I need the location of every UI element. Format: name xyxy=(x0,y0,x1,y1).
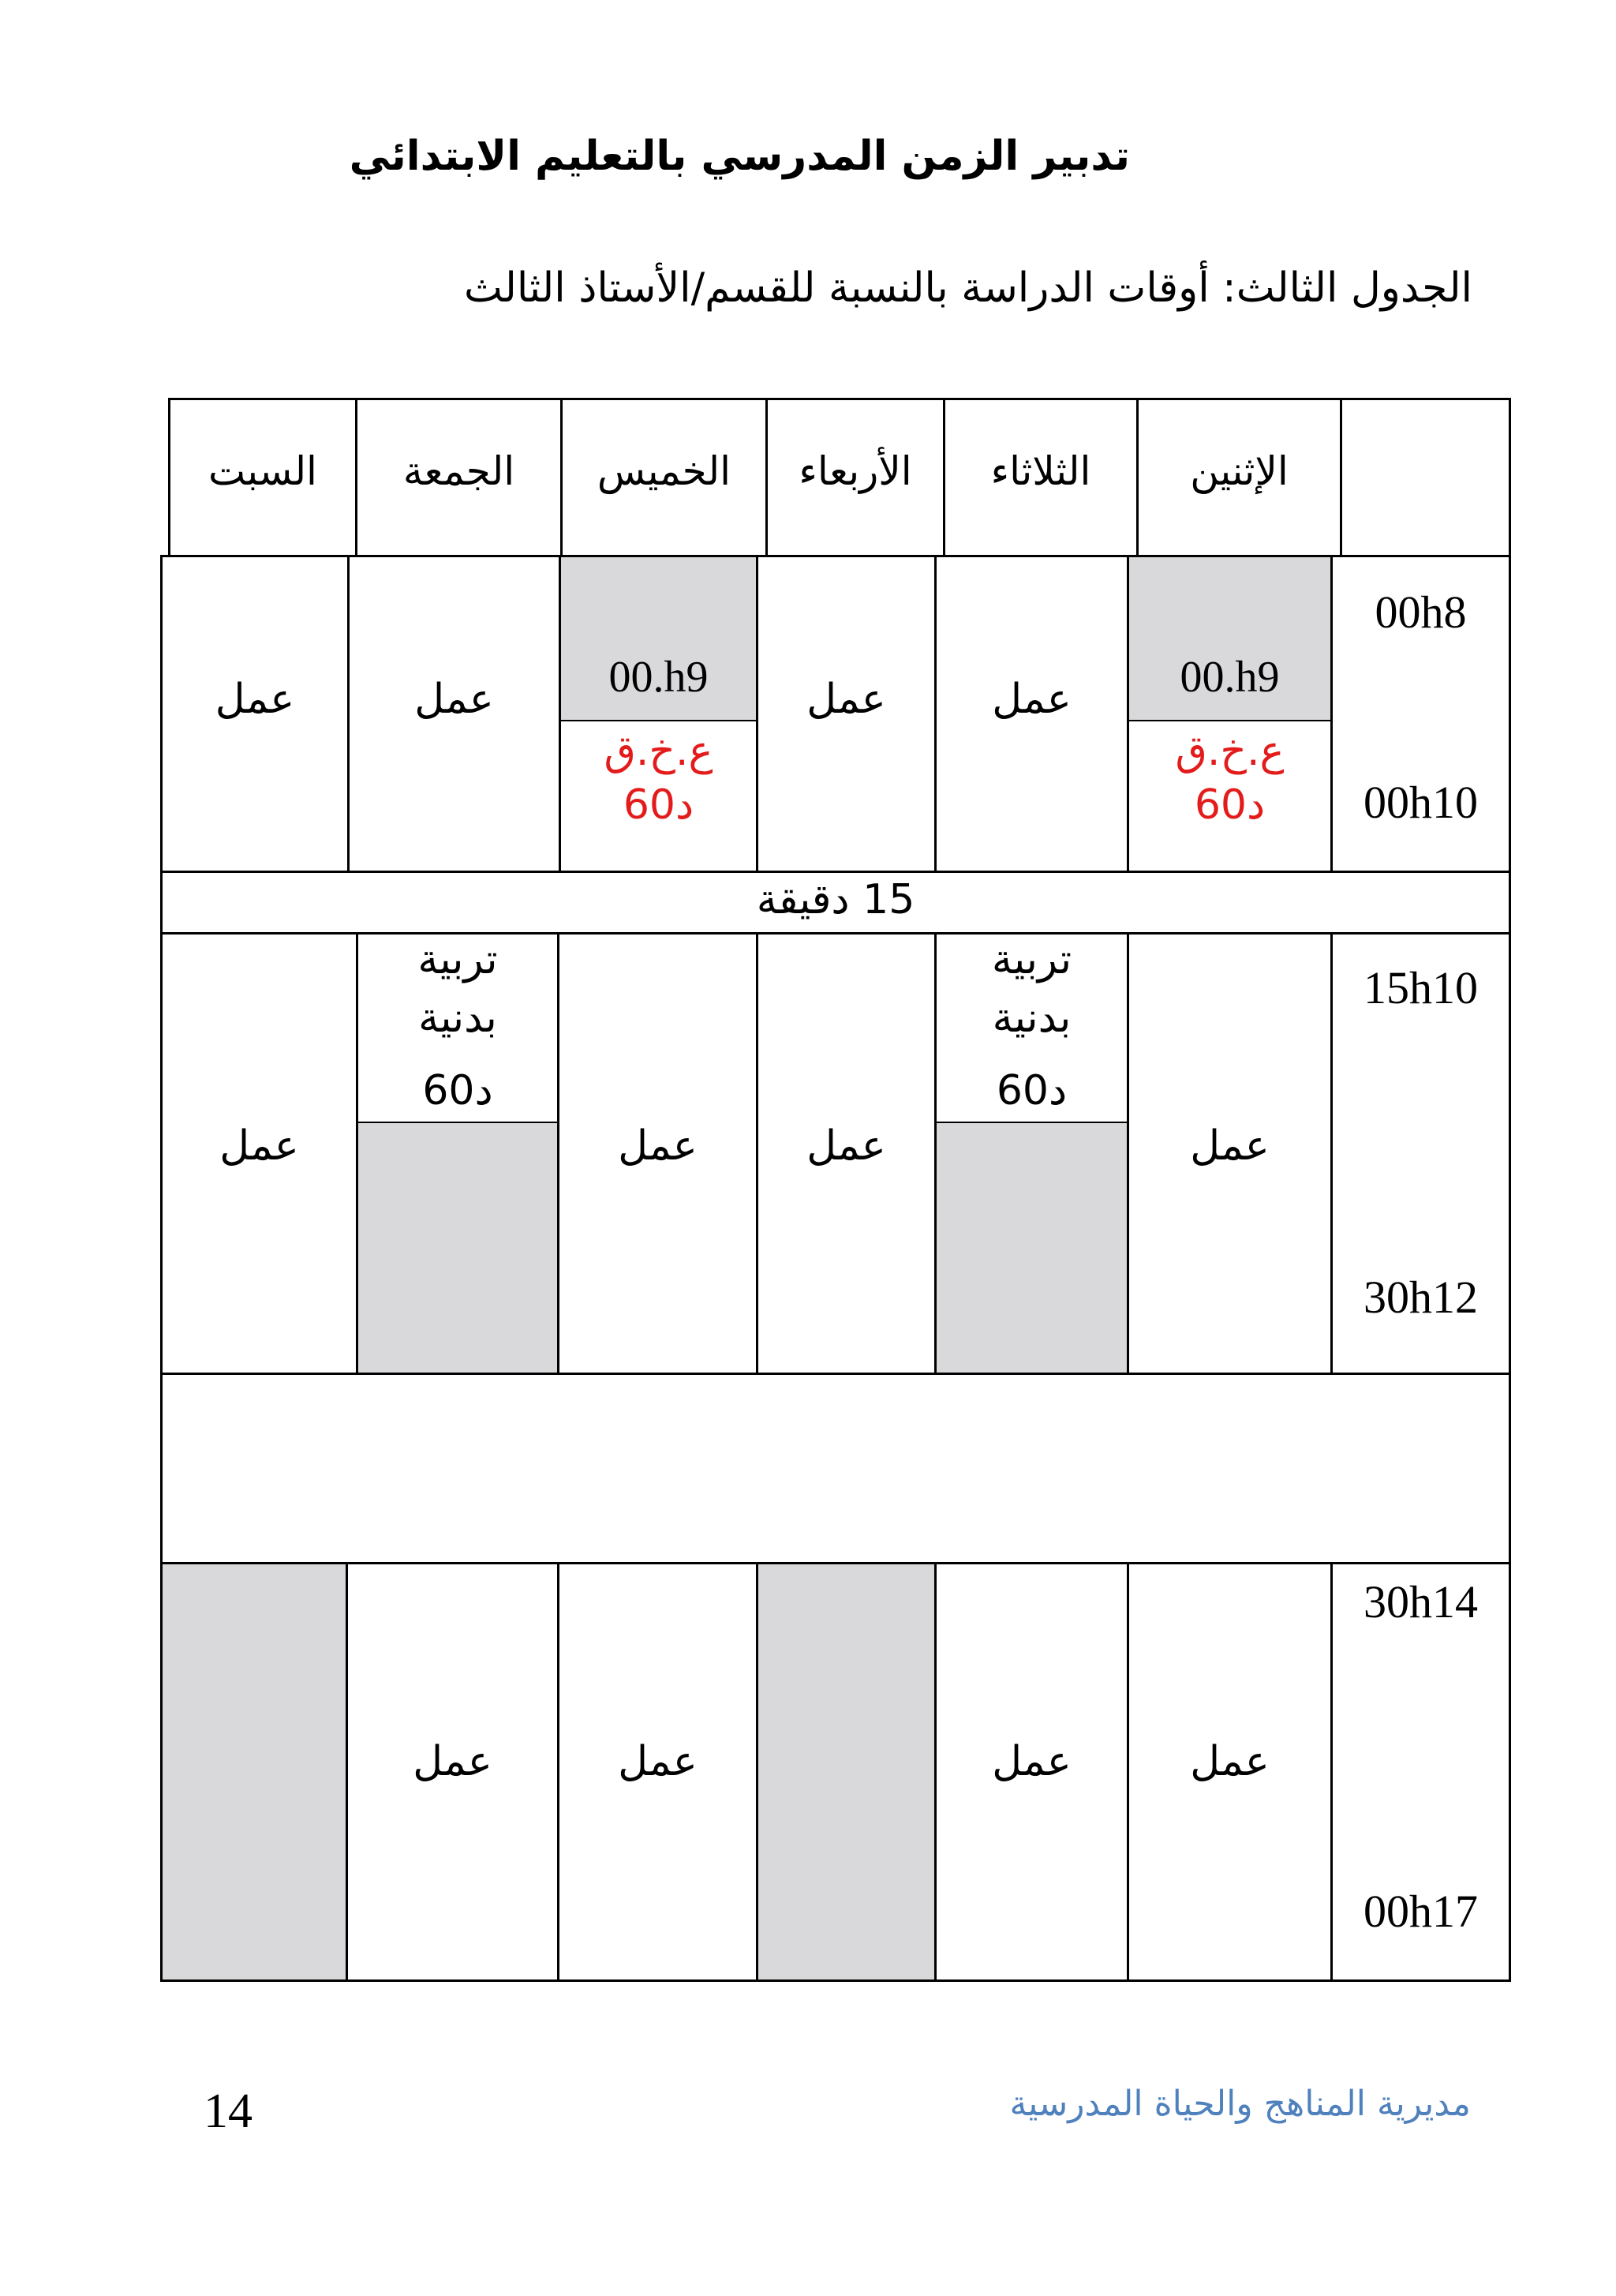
page-number: 14 xyxy=(204,2084,252,2138)
duration-thu: 60د xyxy=(623,781,694,829)
day-wednesday: الأربعاء xyxy=(799,448,912,494)
day-friday: الجمعة xyxy=(402,448,515,494)
pe-tue-line2: بدنية xyxy=(992,994,1072,1042)
shade-sat-r3 xyxy=(162,1564,346,1980)
work-sat-r2: عمل xyxy=(219,1122,299,1170)
day-tuesday: الثلاثاء xyxy=(990,448,1091,494)
time-r1-end: 00h10 xyxy=(1364,777,1478,828)
work-thu-r3: عمل xyxy=(618,1738,698,1785)
work-wed-r1: عمل xyxy=(806,676,886,723)
work-wed-r2: عمل xyxy=(806,1122,886,1170)
slot-time-mon: 00.h9 xyxy=(1180,653,1280,702)
shade-wed-r3 xyxy=(758,1564,934,1980)
duration-mon: 60د xyxy=(1194,781,1266,829)
table-caption: الجدول الثالث: أوقات الدراسة بالنسبة للقسم/الأستاذ الثالث xyxy=(463,264,1472,312)
time-r3-start: 30h14 xyxy=(1364,1576,1478,1627)
slot-time-thu: 00.h9 xyxy=(608,653,709,702)
work-thu-r2: عمل xyxy=(618,1122,698,1170)
work-tue-r1: عمل xyxy=(992,676,1072,723)
footer-directorate: مديرية المناهج والحياة المدرسية xyxy=(1009,2084,1471,2124)
ekhq-thu: ع.خ.ق xyxy=(604,728,713,775)
time-r1-start: 00h8 xyxy=(1375,586,1467,638)
break-label: 15 دقيقة xyxy=(756,876,915,923)
time-r3-end: 00h17 xyxy=(1364,1886,1478,1937)
day-monday: الإثنين xyxy=(1190,448,1289,494)
work-fri-r3: عمل xyxy=(413,1738,492,1785)
work-mon-r2: عمل xyxy=(1190,1122,1270,1170)
pe-fri-duration: 60د xyxy=(422,1067,493,1114)
day-thursday: الخميس xyxy=(597,448,731,494)
work-fri-r1: عمل xyxy=(414,676,494,723)
day-saturday: السبت xyxy=(208,448,317,494)
work-sat-r1: عمل xyxy=(215,676,295,723)
pe-tue-line1: تربية xyxy=(991,936,1072,983)
pe-fri-line2: بدنية xyxy=(418,994,497,1042)
ekhq-mon: ع.خ.ق xyxy=(1175,728,1285,775)
time-r2-end: 30h12 xyxy=(1364,1272,1478,1323)
work-mon-r3: عمل xyxy=(1190,1738,1270,1785)
shade-fri-r2 xyxy=(357,1123,557,1373)
shade-tue-r2 xyxy=(936,1123,1127,1373)
time-r2-start: 15h10 xyxy=(1364,962,1478,1013)
work-tue-r3: عمل xyxy=(992,1738,1072,1785)
page-title: تدبير الزمن المدرسي بالتعليم الابتدائي xyxy=(349,133,1130,180)
pe-tue-duration: 60د xyxy=(996,1067,1068,1114)
pe-fri-line1: تربية xyxy=(417,936,498,983)
